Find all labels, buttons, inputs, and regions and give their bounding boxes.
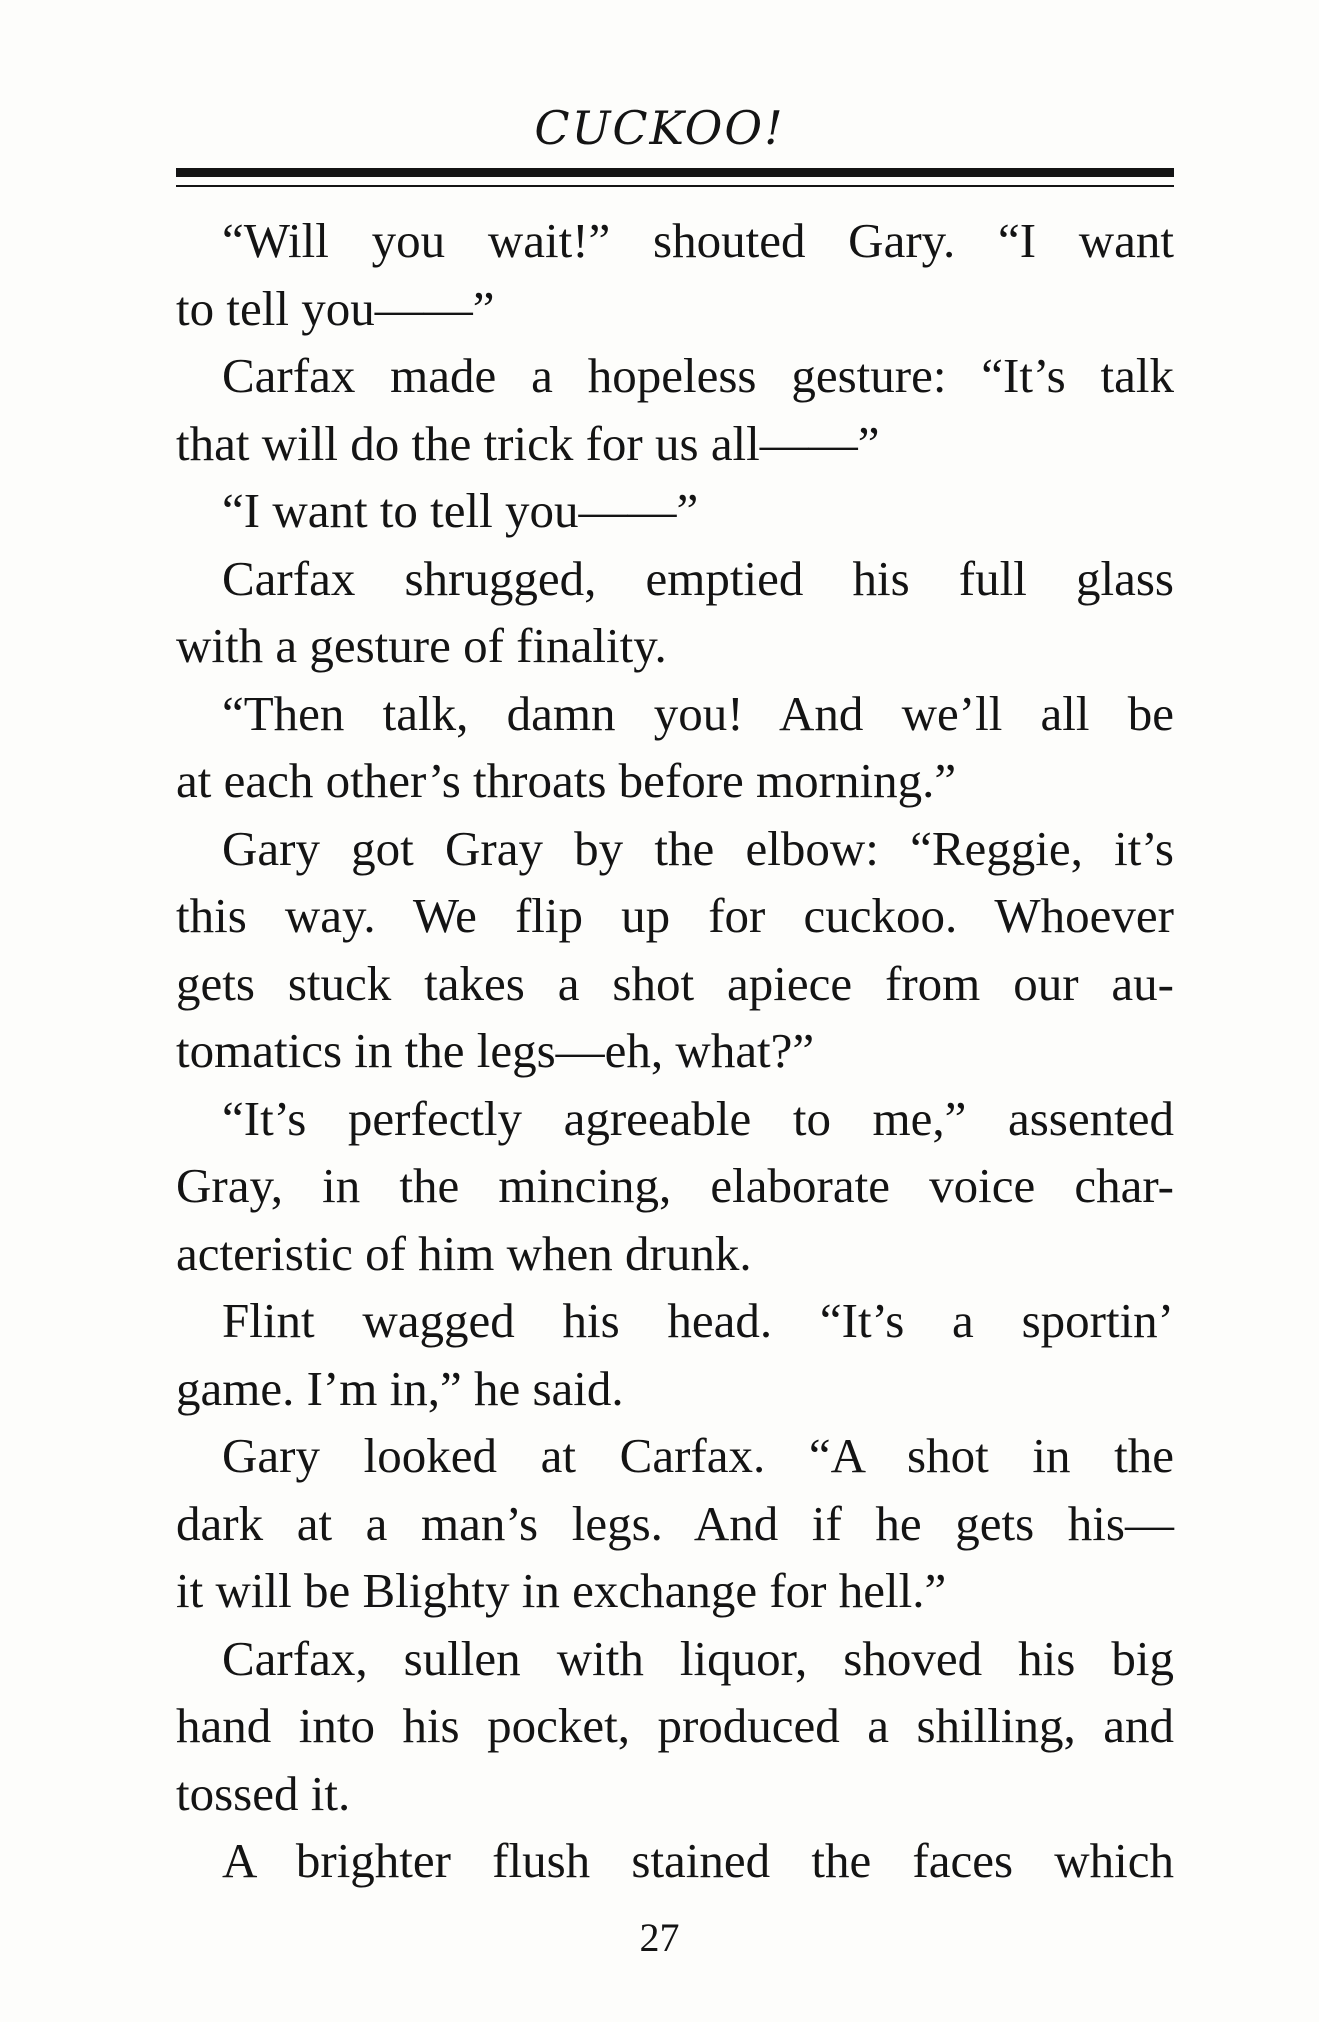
text-line: “I want to tell you——”	[222, 483, 699, 538]
page-number: 27	[639, 1915, 680, 1960]
text-line: tossed it.	[176, 1765, 351, 1821]
text-line: dark at a man’s legs. And if he gets his—	[176, 1495, 1174, 1551]
text-line: with a gesture of finality.	[176, 618, 667, 673]
text-line: game. I’m in,” he said.	[176, 1360, 624, 1416]
text-line: it will be Blighty in exchange for hell.”	[176, 1563, 947, 1618]
text-line: Gary got Gray by the elbow: “Reggie, it’s	[222, 820, 1174, 876]
text-line: A brighter flush stained the faces which	[222, 1833, 1174, 1888]
text-line: Gary looked at Carfax. “A shot in the	[222, 1428, 1174, 1483]
text-line: “Will you wait!” shouted Gary. “I want	[222, 213, 1174, 268]
text-line: acteristic of him when drunk.	[176, 1225, 752, 1281]
running-head: CUCKOO!	[534, 101, 785, 155]
text-line: “It’s perfectly agreeable to me,” assented	[222, 1090, 1174, 1146]
body-text	[176, 207, 1174, 1895]
text-line: hand into his pocket, produced a shilling, and	[176, 1698, 1174, 1753]
text-line: tomatics in the legs—eh, what?”	[176, 1023, 815, 1078]
text-line: “Then talk, damn you! And we’ll all be	[222, 685, 1174, 741]
text-line: Flint wagged his head. “It’s a sportin’	[222, 1293, 1174, 1348]
text-line: Carfax shrugged, emptied his full glass	[222, 550, 1174, 606]
text-line: that will do the trick for us all——”	[176, 415, 880, 471]
header-rule-thick	[176, 168, 1174, 177]
header-rule-thin	[176, 185, 1174, 187]
text-line: Carfax made a hopeless gesture: “It’s talk	[222, 348, 1174, 403]
text-line: gets stuck takes a shot apiece from our au-	[176, 955, 1174, 1011]
text-line: this way. We flip up for cuckoo. Whoever	[176, 888, 1174, 943]
text-line: Gray, in the mincing, elaborate voice char-	[176, 1158, 1174, 1213]
text-line: at each other’s throats before morning.”	[176, 753, 957, 808]
text-line: to tell you——”	[176, 280, 495, 336]
text-line: Carfax, sullen with liquor, shoved his big	[222, 1630, 1174, 1686]
